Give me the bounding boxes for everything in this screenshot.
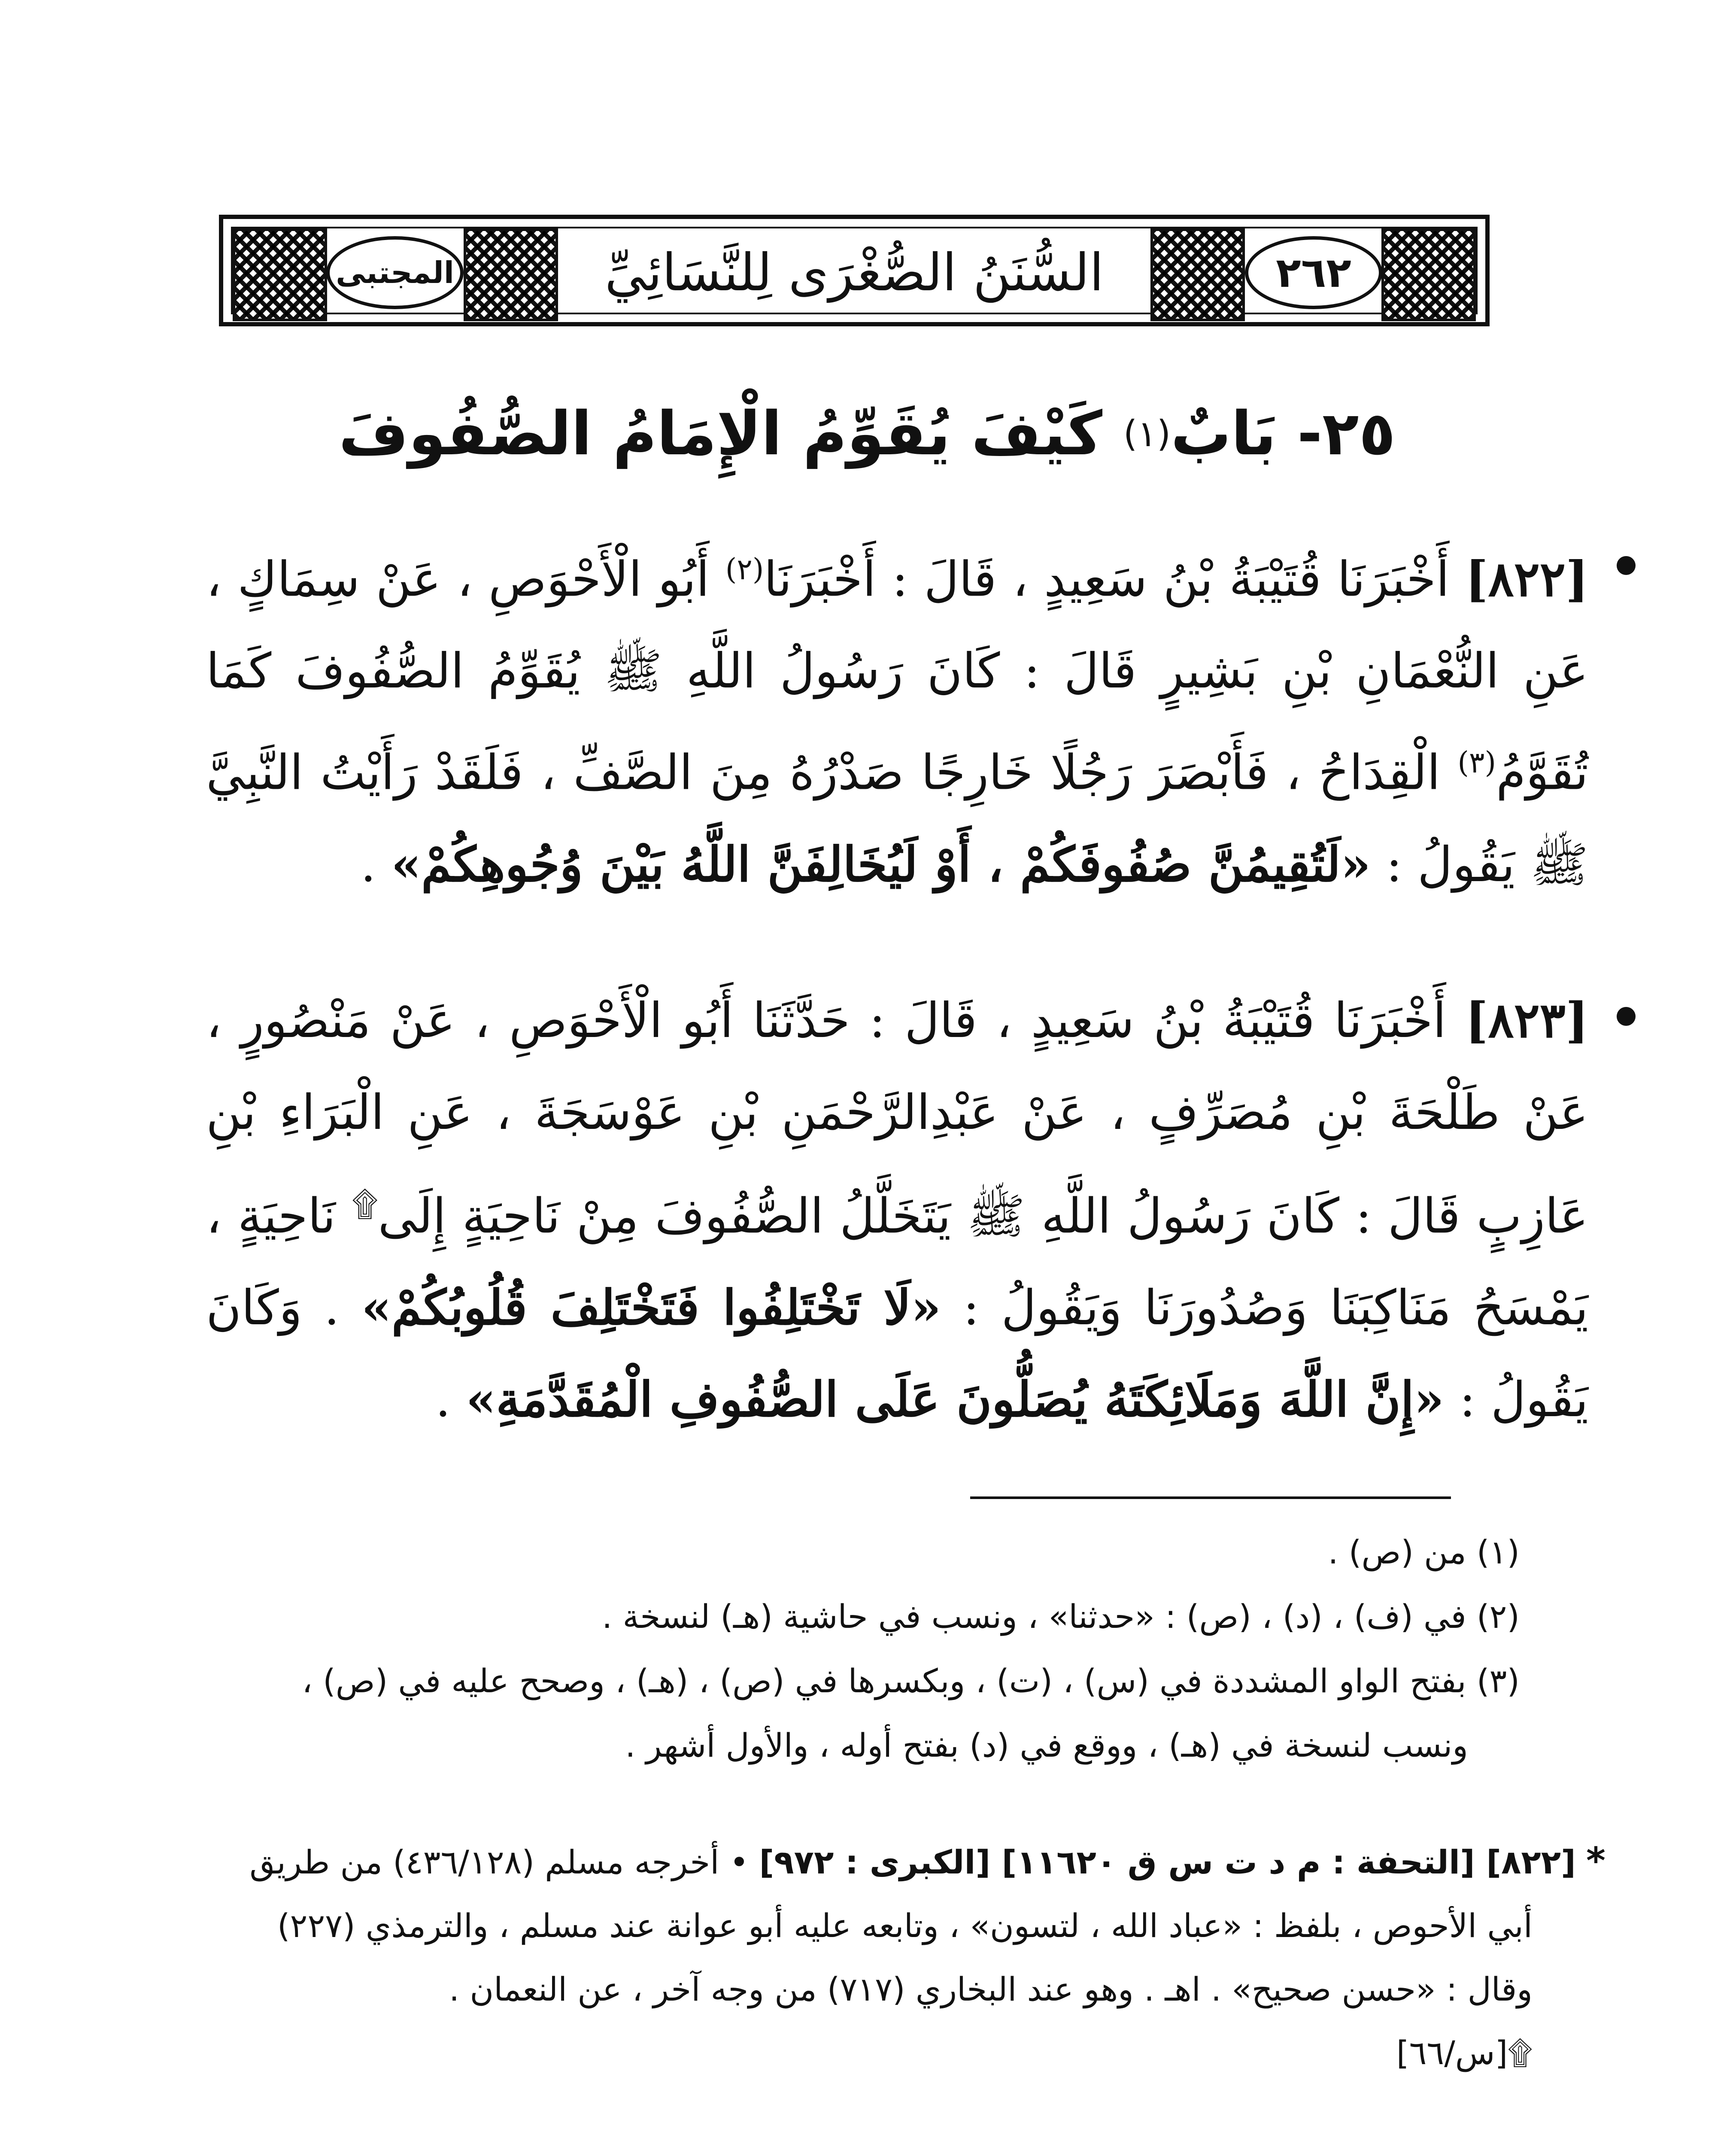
book-title: السُّنَنُ الصُّغْرَى لِلنَّسَائِيِّ <box>604 243 1104 303</box>
page-header <box>219 215 1490 326</box>
ornament-left-outer <box>233 228 327 321</box>
manuscript-marker-icon: ۩ <box>352 1184 378 1224</box>
hadith-text: أَبُو الْأَحْوَصِ ، عَنْ سِمَاكٍ ، عَنِ النُّعْمَانِ بْنِ بَشِيرٍ قَالَ : كَانَ رَسُولُ اللَّهِ ﷺ يُقَوِّمُ الصُّفُوفَ كَمَا تُقَوَّمُ <box>206 551 1588 801</box>
ornament-left-inner <box>464 228 558 321</box>
footnote-3: (٣) بفتح الواو المشددة في (س) ، (ت) ، وبكسرها في (ص) ، (هـ) ، وصحح عليه في (ص) ، <box>302 1662 1520 1700</box>
bullet-icon <box>1617 1007 1636 1026</box>
hadith-text: . وَكَانَ يَقُولُ : <box>206 1280 1588 1428</box>
chapter-title: كَيْفَ يُقَوِّمُ الْإِمَامُ الصُّفُوفَ <box>339 398 1102 469</box>
hadith-822 <box>206 524 1588 911</box>
footnote-1: (١) من (ص) . <box>1328 1533 1520 1571</box>
chapter-heading <box>300 386 1434 481</box>
series-title: المجتبى <box>336 255 454 290</box>
series-title-oval <box>326 236 464 309</box>
chapter-number: ٢٥- <box>1297 398 1396 469</box>
manuscript-page-marker: ۩[س/٦٦] <box>1396 2034 1533 2072</box>
footnote-2: (٢) في (ف) ، (د) ، (ص) : «حدثنا» ، ونسب في حاشية (هـ) لنسخة . <box>602 1597 1520 1636</box>
footnote-separator <box>970 1496 1451 1499</box>
footnote-ref: (٢) <box>725 553 764 587</box>
hadith-text: نَاحِيَةٍ ، يَمْسَحُ مَنَاكِبَنَا وَصُدُورَنَا وَيَقُولُ : <box>206 1188 1589 1336</box>
bullet-icon <box>1617 556 1636 575</box>
footnote-3-continued: ونسب لنسخة في (هـ) ، ووقع في (د) بفتح أوله ، والأول أشهر . <box>625 1726 1468 1764</box>
takhrij-text: وقال : «حسن صحيح» . اهـ . وهو عند البخاري (٧١٧) من وجه آخر ، عن النعمان . <box>449 1970 1533 2008</box>
prophet-speech: «لَا تَخْتَلِفُوا فَتَخْتَلِفَ قُلُوبُكُمْ» <box>361 1280 941 1336</box>
hadith-823 <box>206 975 1588 1446</box>
star-icon: * <box>1586 1840 1605 1882</box>
chapter-footnote-ref: (١) <box>1123 413 1171 455</box>
footnote-ref: (٣) <box>1457 746 1496 780</box>
takhrij-text: • أخرجه مسلم (٤٣٦/١٢٨) من طريق <box>249 1843 749 1881</box>
hadith-end: . <box>435 1372 466 1428</box>
hadith-text: الْقِدَاحُ ، فَأَبْصَرَ رَجُلًا خَارِجًا صَدْرُهُ مِنَ الصَّفِّ ، فَلَقَدْ رَأَيْتُ النَّبِيَّ ﷺ يَقُولُ : <box>206 745 1588 893</box>
page-number: ٢٦٢ <box>1276 249 1351 297</box>
prophet-speech: «لَتُقِيمُنَّ صُفُوفَكُمْ ، أَوْ لَيُخَالِفَنَّ اللَّهُ بَيْنَ وُجُوهِكُمْ» <box>391 836 1371 893</box>
hadith-number: [٨٢٣] <box>1465 992 1588 1049</box>
ornament-right-outer <box>1381 228 1476 321</box>
ornament-right-inner <box>1150 228 1245 321</box>
hadith-number: [٨٢٢] <box>1465 551 1589 608</box>
chapter-word: بَابٌ <box>1171 398 1277 469</box>
takhrij-822 <box>215 1829 1605 2085</box>
hadith-text: أَخْبَرَنَا قُتَيْبَةُ بْنُ سَعِيدٍ ، قَالَ : أَخْبَرَنَا <box>764 551 1450 608</box>
footnotes <box>240 1520 1520 1778</box>
hadith-text: أَخْبَرَنَا قُتَيْبَةُ بْنُ سَعِيدٍ ، قَالَ : حَدَّثَنَا أَبُو الْأَحْوَصِ ، عَنْ مَنْصُورٍ ، عَنْ طَلْحَةَ بْنِ مُصَرِّفٍ ، عَنْ عَبْدِالرَّحْمَنِ بْنِ عَوْسَجَةَ ، عَنِ الْبَرَاءِ بْنِ عَازِبٍ قَالَ : كَانَ رَسُولُ اللَّهِ ﷺ يَتَخَلَّلُ الصُّفُوفَ مِنْ نَاحِيَةٍ إِلَى <box>206 993 1588 1244</box>
takhrij-ref: [٨٢٢] [التحفة : م د ت س ق ١١٦٢٠] [الكبرى : ٩٧٢] <box>759 1843 1576 1881</box>
page-number-oval <box>1245 236 1382 309</box>
hadith-end: . <box>361 836 392 893</box>
takhrij-text: أبي الأحوص ، بلفظ : «عباد الله ، لتسون» ، وتابعه عليه أبو عوانة عند مسلم ، والترمذي (٢٢٧) <box>277 1907 1533 1945</box>
prophet-speech: «إِنَّ اللَّهَ وَمَلَائِكَتَهُ يُصَلُّونَ عَلَى الصُّفُوفِ الْمُقَدَّمَةِ» <box>466 1372 1444 1428</box>
